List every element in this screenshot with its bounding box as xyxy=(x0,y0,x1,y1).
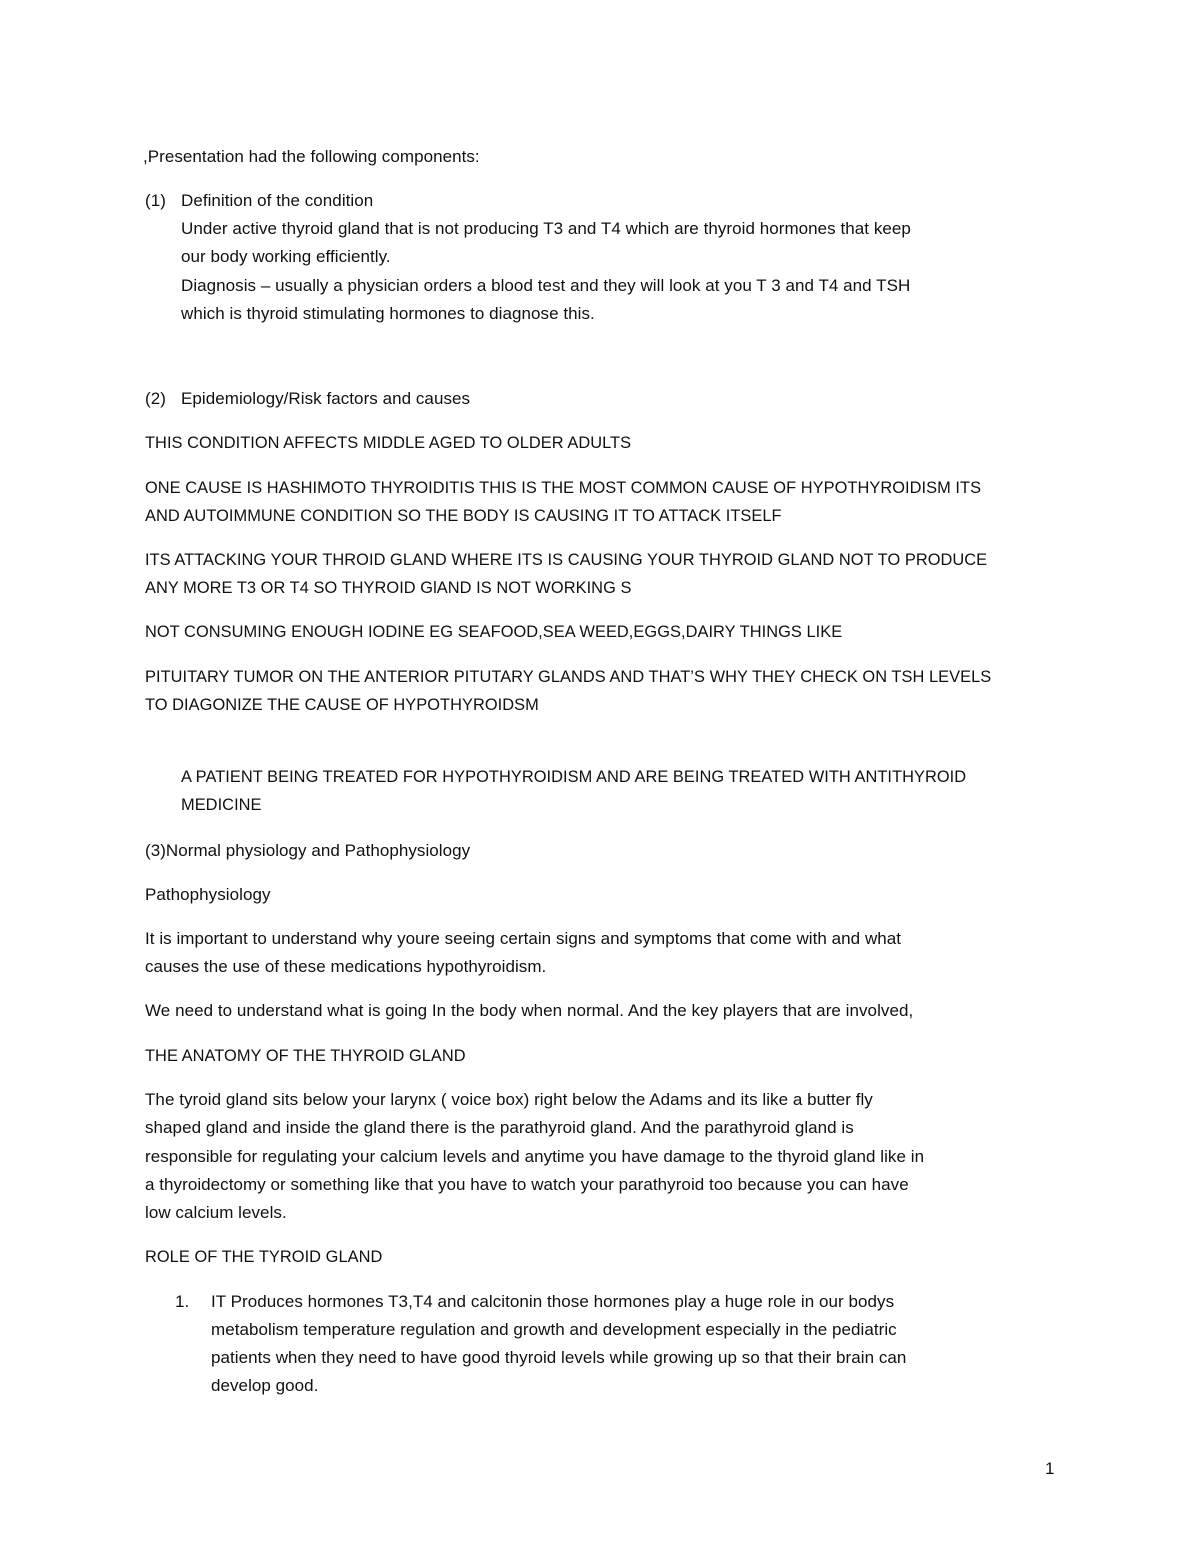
role-heading: ROLE OF THE TYROID GLAND xyxy=(145,1248,383,1266)
role-list-item-line-3: patients when they need to have good thyroid levels while growing up so that their brain can xyxy=(211,1348,907,1367)
definition-line-2: our body working efficiently. xyxy=(181,247,391,266)
role-list-item-number: 1. xyxy=(175,1292,190,1311)
intro-text: ,Presentation had the following components: xyxy=(143,147,480,166)
anatomy-heading: THE ANATOMY OF THE THYROID GLAND xyxy=(145,1047,466,1065)
section-1-number: (1) xyxy=(145,191,166,210)
section-2-paragraph-6-line-1: A PATIENT BEING TREATED FOR HYPOTHYROIDISM AND ARE BEING TREATED WITH ANTITHYROID xyxy=(181,768,967,786)
section-2-number: (2) xyxy=(145,389,166,408)
diagnosis-line-1: Diagnosis – usually a physician orders a blood test and they will look at you T 3 and T4 and TSH xyxy=(181,276,911,295)
diagnosis-line-2: which is thyroid stimulating hormones to diagnose this. xyxy=(181,304,595,323)
section-2-paragraph-3-line-1: ITS ATTACKING YOUR THROID GLAND WHERE ITS IS CAUSING YOUR THYROID GLAND NOT TO PRODUCE xyxy=(145,551,988,569)
anatomy-line-4: a thyroidectomy or something like that you have to watch your parathyroid too because you can have xyxy=(145,1175,909,1194)
section-2-heading: Epidemiology/Risk factors and causes xyxy=(181,389,471,408)
pathophysiology-paragraph-2: We need to understand what is going In the body when normal. And the key players that are involved, xyxy=(145,1001,914,1020)
section-2-paragraph-2-line-1: ONE CAUSE IS HASHIMOTO THYROIDITIS THIS IS THE MOST COMMON CAUSE OF HYPOTHYROIDISM ITS xyxy=(145,479,982,497)
definition-line-1: Under active thyroid gland that is not producing T3 and T4 which are thyroid hormones that keep xyxy=(181,219,911,238)
role-list-item-line-2: metabolism temperature regulation and growth and development especially in the pediatric xyxy=(211,1320,897,1339)
anatomy-line-2: shaped gland and inside the gland there is the parathyroid gland. And the parathyroid gland is xyxy=(145,1118,854,1137)
section-2-paragraph-1: THIS CONDITION AFFECTS MIDDLE AGED TO OLDER ADULTS xyxy=(145,434,632,452)
pathophysiology-paragraph-1-line-1: It is important to understand why youre seeing certain signs and symptoms that come with and what xyxy=(145,929,902,948)
section-2-paragraph-3-line-2: ANY MORE T3 OR T4 SO THYROID GlAND IS NOT WORKING S xyxy=(145,579,632,597)
section-2-paragraph-5-line-2: TO DIAGONIZE THE CAUSE OF HYPOTHYROIDSM xyxy=(145,696,539,714)
page-number: 1 xyxy=(1045,1459,1055,1478)
section-2-paragraph-6-line-2: MEDICINE xyxy=(181,796,262,814)
section-2-paragraph-5-line-1: PITUITARY TUMOR ON THE ANTERIOR PITUTARY GLANDS AND THAT’S WHY THEY CHECK ON TSH LEVELS xyxy=(145,668,992,686)
anatomy-line-3: responsible for regulating your calcium levels and anytime you have damage to the thyroid gland like in xyxy=(145,1147,925,1166)
section-3-heading: (3)Normal physiology and Pathophysiology xyxy=(145,841,471,860)
section-2-paragraph-2-line-2: AND AUTOIMMUNE CONDITION SO THE BODY IS CAUSING IT TO ATTACK ITSELF xyxy=(145,507,782,525)
pathophysiology-subheading: Pathophysiology xyxy=(145,885,271,904)
role-list-item-line-1: IT Produces hormones T3,T4 and calcitonin those hormones play a huge role in our bodys xyxy=(211,1292,895,1311)
role-list-item-line-4: develop good. xyxy=(211,1376,319,1395)
anatomy-line-1: The tyroid gland sits below your larynx ( voice box) right below the Adams and its like a butter fly xyxy=(145,1090,873,1109)
anatomy-line-5: low calcium levels. xyxy=(145,1203,287,1222)
section-1-heading: Definition of the condition xyxy=(181,191,374,210)
pathophysiology-paragraph-1-line-2: causes the use of these medications hypothyroidism. xyxy=(145,957,547,976)
section-2-paragraph-4: NOT CONSUMING ENOUGH IODINE EG SEAFOOD,SEA WEED,EGGS,DAIRY THINGS LIKE xyxy=(145,623,843,641)
